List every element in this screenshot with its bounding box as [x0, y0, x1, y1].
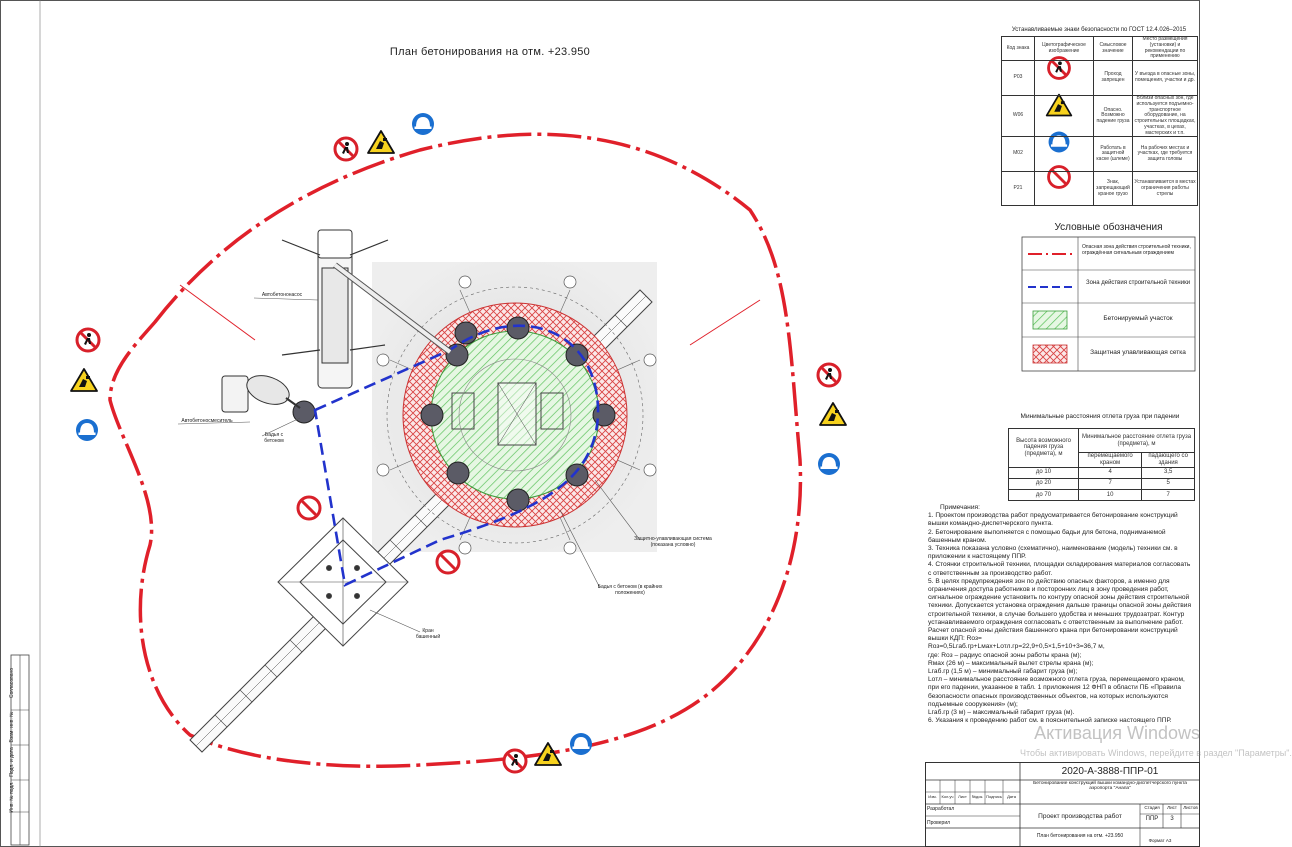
- sign-icon-cell: [1035, 61, 1094, 96]
- stamp-role-checker: Проверил: [927, 820, 951, 826]
- stamp-col-sheet: Лист: [958, 794, 967, 799]
- stamp-format: Формат А3: [1148, 838, 1172, 843]
- stamp-sheet-header: Лист: [1167, 805, 1177, 810]
- stamp-sheet: 3: [1170, 816, 1174, 822]
- note-line: где: Rоз – радиус опасной зоны работы крана (м);: [928, 651, 1082, 659]
- callout-mixer: Автобетоносмеситель: [181, 418, 233, 424]
- stamp-sheet-name: План бетонирования на отм. +23.950: [1036, 833, 1124, 839]
- sign-icon-cell: [1035, 96, 1094, 137]
- note-line: Lотл – минимальное расстояние возможного отлета груза, перемещаемого краном, при его падении, указанное в табл. 1 приложения 12 ФНП в области ПБ «Правила безопасности опасных производственных объектов, на которых используются подъемные сооружения» (м);: [928, 676, 1185, 708]
- sign-hard-hat-left: [76, 419, 98, 441]
- plan-title: План бетонирования на отм. +23.950: [389, 46, 591, 58]
- sign-no-entry-bottom: [504, 750, 526, 772]
- sign-icon-cell: [1035, 172, 1094, 206]
- stamp-object: Бетонирование конструкций вышки командно-диспетчерского пункта аэропорта "Анапа": [1033, 781, 1187, 791]
- sign-hard-hat-top: [412, 113, 434, 135]
- note-line: Rмах (26 м) – максимальный вылет стрелы крана (м);: [928, 659, 1094, 667]
- sign-falling-load-left: [71, 369, 97, 391]
- stamp-stage-header: Стадия: [1144, 805, 1160, 810]
- sign-no-entry-right: [818, 364, 840, 386]
- stamp-col-date: Дата: [1007, 794, 1016, 799]
- legend-title: Условные обозначения: [1054, 222, 1163, 233]
- note-line: Lгаб.гр (3 м) – максимальный габарит груза (м).: [928, 709, 1075, 717]
- note-line: Расчет опасной зоны действия башенного крана при бетонировании конструкций вышки КДП: Rоз=: [928, 627, 1178, 643]
- sign-falling-load-right: [820, 403, 846, 425]
- legend-label-danger: Опасная зона действия строительной техники, ограждённая сигнальным ограждением: [1082, 244, 1191, 256]
- watermark-subtitle: Чтобы активировать Windows, перейдите в раздел "Параметры".: [1020, 748, 1292, 758]
- sign-icon-cell: [1035, 137, 1094, 172]
- callout-pump: Автобетононасос: [261, 292, 303, 298]
- notes-title: Примечания:: [940, 504, 980, 511]
- note-line: 5. В целях предупреждения зон по действию опасных факторов, а именно для ограничения доступа работников и посторонних лиц в зону проведения работ, сигнальное ограждение установить по контуру опасной зоны действия строительной техники. Допускается установка ограждения дальше границы опасной зоны действия строительной техники, в случае большего удобства и меньших трудозатрат. Контур устанавливаемого ограждения согласовать с ответственным за выполнение работ.: [928, 577, 1192, 626]
- callout-net: Защитно-улавливающая система (показана условно): [634, 536, 712, 548]
- stamp-sheets-header: Листов: [1183, 805, 1198, 810]
- note-line: Lгаб.гр (1,5 м) – минимальный габарит груза (м);: [928, 668, 1078, 676]
- stamp-stage: ППР: [1145, 816, 1159, 822]
- note-line: 6. Указания к проведению работ см. в пояснительной записке настоящего ППР.: [928, 717, 1172, 725]
- legend-label-work-zone: Зона действия строительной техники: [1085, 280, 1191, 286]
- stamp-role-developer: Разработал: [927, 806, 955, 812]
- note-line: Rоз=0,5Lгаб.гр+Lмах+Lотл.гр=22,9+0,5×1,5+10+3=36,7 м,: [928, 643, 1105, 651]
- note-line: 1. Проектом производства работ предусматривается бетонирование конструкций вышки командно-диспетчерского пункта.: [928, 512, 1178, 528]
- table-row: P21 Знак, запрещающий краное грузо Устанавливается в местах ограничения работы стрелы: [1002, 172, 1198, 206]
- side-strip-sign-date: Подп. и дата: [9, 747, 15, 777]
- table-row: до 20 7 5: [1009, 478, 1195, 489]
- signs-table: Код знака Цветографическое изображение Смысловое значение Место размещения (установки) и рекомендации по применению P03 Проход запрещен У въезда в опасные зоны, помещения, участки и др. W06 Опасно. Возможно падение груза Вблизи опасных зон, где используется подъемно-транспортное оборудование, на строительных площадках, участках, в цехах, мастерских и т.п. M02 Работать в защитной каске (шлеме) На рабочих местах и участках, где требуется защита головы P21 Знак, запрещающий краное грузо Устанавливается в местах ограничения работы стрелы: [1001, 36, 1198, 206]
- stamp-col-sign: Подпись: [986, 794, 1002, 799]
- signs-table-title: Устанавливаемые знаки безопасности по ГОСТ 12.4.026–2015: [1011, 27, 1187, 33]
- note-line: 3. Техника показана условно (схематично), наименование (модель) техники см. в приложении к настоящему ППР.: [928, 545, 1178, 561]
- stamp-col-change: Изм.: [928, 794, 937, 799]
- table-row: M02 Работать в защитной каске (шлеме) На рабочих местах и участках, где требуется защита головы: [1002, 137, 1198, 172]
- sign-hard-hat-bottom: [570, 733, 592, 755]
- note-line: 4. Стоянки строительной техники, площадки складирования материалов согласовать с ответственным за производство работ.: [928, 561, 1191, 577]
- legend-label-net: Защитная улавливающая сетка: [1090, 349, 1186, 356]
- side-strip-replace: Взам. инв. №: [9, 711, 15, 743]
- sign-prohibition-crane-1: [298, 497, 320, 519]
- table-row: W06 Опасно. Возможно падение груза Вблизи опасных зон, где используется подъемно-транспортное оборудование, на строительных площадках, участках, в цехах, мастерских и т.п.: [1002, 96, 1198, 137]
- callout-bucket: Бадья с бетоном: [264, 432, 284, 444]
- sign-no-entry-top: [335, 138, 357, 160]
- stamp-col-doc: №док.: [971, 794, 984, 799]
- callout-bucket-extreme: Бадья с бетоном (в крайних положениях): [597, 584, 663, 596]
- notes: [928, 504, 1194, 725]
- distance-table-title: Минимальные расстояния отлета груза при падении: [1020, 413, 1180, 420]
- callout-crane: Кран башенный: [415, 628, 441, 640]
- distance-table: Высота возможного падения груза (предмета), м Минимальное расстояние отлета груза (предмета), м перемещаемого краном падающего со здания до 10 4 3,5 до 20 7 5 до 70 10 7: [1008, 428, 1195, 501]
- side-strip-inventory: Инв. № подл.: [9, 781, 15, 813]
- stamp-col-count: Кол.уч: [941, 794, 954, 799]
- sign-prohibition-crane-2: [437, 551, 459, 573]
- table-row: P03 Проход запрещен У въезда в опасные зоны, помещения, участки и др.: [1002, 61, 1198, 96]
- table-row: до 70 10 7: [1009, 489, 1195, 500]
- sign-no-entry-left: [77, 329, 99, 351]
- stamp-doc: Проект производства работ: [1038, 813, 1122, 820]
- watermark-title: Активация Windows: [1034, 723, 1200, 743]
- table-row: до 10 4 3,5: [1009, 467, 1195, 478]
- sign-hard-hat-right: [818, 453, 840, 475]
- side-strip-approved: Согласовано: [9, 667, 15, 699]
- legend-label-concreted: Бетонируемый участок: [1103, 315, 1173, 322]
- concrete-mixer-truck: [222, 370, 300, 412]
- note-line: 2. Бетонирование выполняется с помощью бадьи для бетона, подниманемой башенным краном.: [928, 528, 1166, 544]
- stamp-code: 2020-А-3888-ППР-01: [1061, 766, 1159, 777]
- sign-falling-load-top: [368, 131, 394, 153]
